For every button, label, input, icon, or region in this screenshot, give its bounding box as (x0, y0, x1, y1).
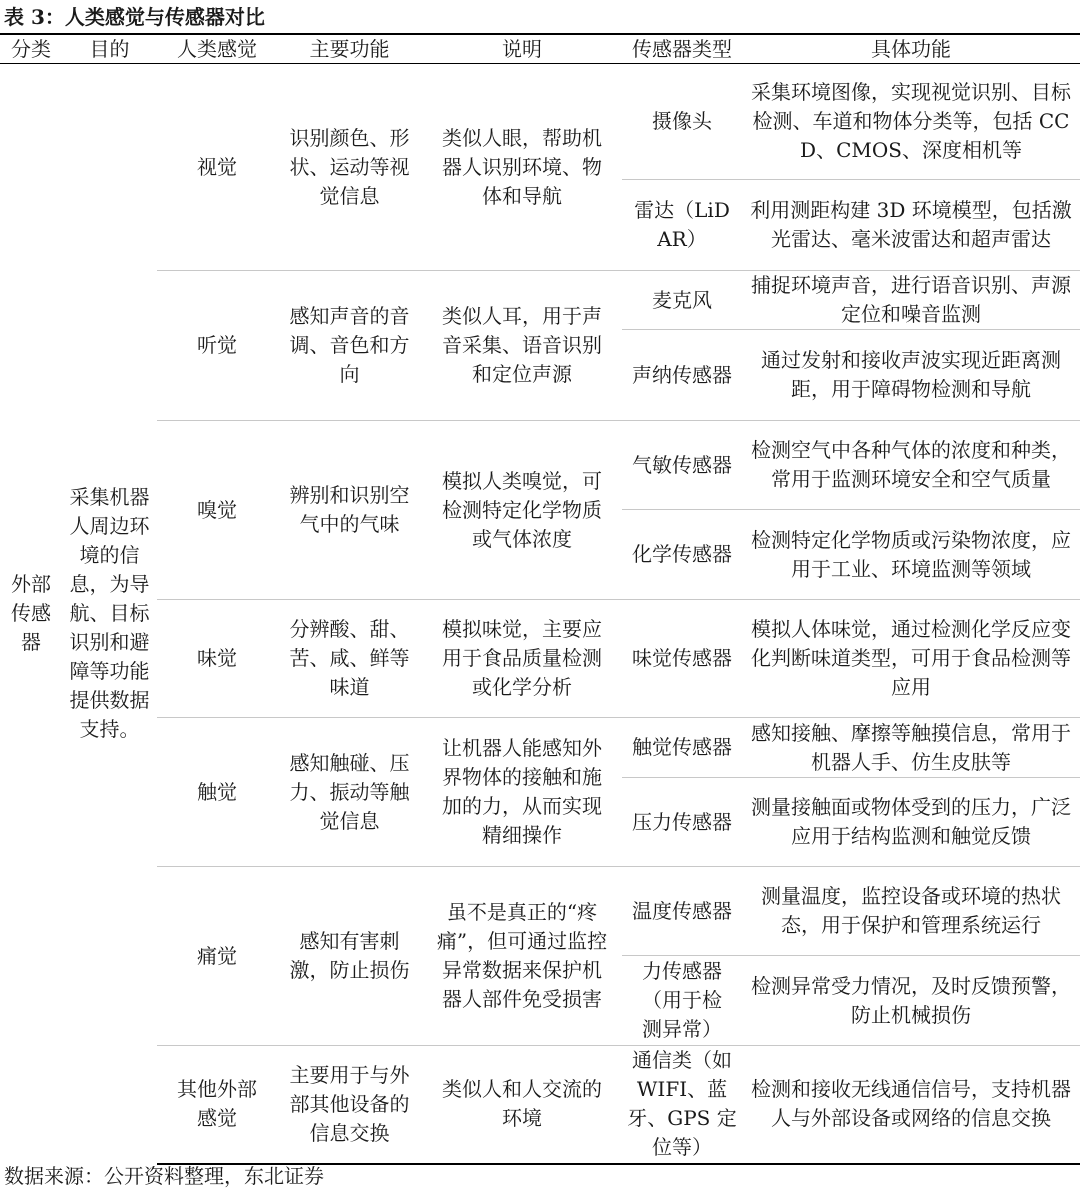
sensor-type-cell: 化学传感器 (622, 510, 742, 600)
sensor-function-cell: 检测空气中各种气体的浓度和种类，常用于监测环境安全和空气质量 (742, 421, 1080, 510)
description-cell: 类似人耳，用于声音采集、语音识别和定位声源 (422, 271, 622, 421)
purpose-cell: 采集机器人周边环境的信息，为导航、目标识别和避障等功能提供数据支持。 (69, 485, 150, 742)
table-row (0, 1046, 1080, 1164)
sensor-type-cell: 温度传感器 (622, 867, 742, 956)
sensor-function-cell: 检测和接收无线通信信号，支持机器人与外部设备或网络的信息交换 (742, 1046, 1080, 1164)
header-row (0, 34, 1080, 64)
sensor-function-cell: 检测特定化学物质或污染物浓度，应用于工业、环境监测等领域 (742, 510, 1080, 600)
main-function-cell: 感知有害刺激，防止损伤 (277, 867, 422, 1046)
description-cell: 类似人和人交流的环境 (422, 1046, 622, 1164)
sense-cell: 其他外部感觉 (157, 1046, 277, 1164)
table-row (0, 64, 1080, 180)
table-caption: 表 3：人类感觉与传感器对比 (4, 5, 265, 29)
table-row (0, 271, 1080, 330)
sensor-function-cell: 感知接触、摩擦等触摸信息，常用于机器人手、仿生皮肤等 (742, 718, 1080, 778)
sensor-function-cell: 检测异常受力情况，及时反馈预警，防止机械损伤 (742, 956, 1080, 1046)
category-cell: 外部传感器 (11, 572, 51, 655)
description-cell: 让机器人能感知外界物体的接触和施加的力，从而实现精细操作 (422, 718, 622, 867)
table-row (0, 600, 1080, 718)
main-function-cell: 主要用于与外部其他设备的信息交换 (277, 1046, 422, 1164)
sensor-type-cell: 声纳传感器 (622, 330, 742, 421)
header-sensor-type: 传感器类型 (622, 34, 742, 64)
sense-cell: 痛觉 (157, 867, 277, 1046)
sense-cell: 味觉 (157, 600, 277, 718)
sensor-function-cell: 测量温度，监控设备或环境的热状态，用于保护和管理系统运行 (742, 867, 1080, 956)
sensor-function-cell: 测量接触面或物体受到的压力，广泛应用于结构监测和触觉反馈 (742, 778, 1080, 867)
description-cell: 模拟味觉，主要应用于食品质量检测或化学分析 (422, 600, 622, 718)
sense-cell: 听觉 (157, 271, 277, 421)
sensor-type-cell: 摄像头 (622, 64, 742, 180)
header-human-sense: 人类感觉 (157, 34, 277, 64)
sensor-comparison-table (0, 33, 1080, 1165)
sense-cell: 视觉 (157, 64, 277, 271)
description-cell: 类似人眼，帮助机器人识别环境、物体和导航 (422, 64, 622, 271)
header-specific-function: 具体功能 (742, 34, 1080, 64)
sense-cell: 触觉 (157, 718, 277, 867)
header-main-function: 主要功能 (277, 34, 422, 64)
sensor-type-cell: 通信类（如 WIFI、蓝牙、GPS 定位等） (622, 1046, 742, 1164)
main-function-cell: 辨别和识别空气中的气味 (277, 421, 422, 600)
sensor-type-cell: 力传感器（用于检测异常） (622, 956, 742, 1046)
main-function-cell: 识别颜色、形状、运动等视觉信息 (277, 64, 422, 271)
sensor-function-cell: 模拟人体味觉，通过检测化学反应变化判断味道类型，可用于食品检测等应用 (742, 600, 1080, 718)
sensor-function-cell: 捕捉环境声音，进行语音识别、声源定位和噪音监测 (742, 271, 1080, 330)
sensor-type-cell: 压力传感器 (622, 778, 742, 867)
sensor-type-cell: 味觉传感器 (622, 600, 742, 718)
header-category: 分类 (0, 34, 62, 64)
sensor-function-cell: 利用测距构建 3D 环境模型，包括激光雷达、毫米波雷达和超声雷达 (742, 180, 1080, 271)
sensor-function-cell: 采集环境图像，实现视觉识别、目标检测、车道和物体分类等，包括 CCD、CMOS、深度相机等 (742, 64, 1080, 180)
table-row (0, 718, 1080, 778)
sensor-function-cell: 通过发射和接收声波实现近距离测距，用于障碍物检测和导航 (742, 330, 1080, 421)
table-row (0, 867, 1080, 956)
main-function-cell: 感知声音的音调、音色和方向 (277, 271, 422, 421)
header-description: 说明 (422, 34, 622, 64)
sense-cell: 嗅觉 (157, 421, 277, 600)
header-purpose: 目的 (62, 34, 157, 64)
main-function-cell: 感知触碰、压力、振动等触觉信息 (277, 718, 422, 867)
source-note: 数据来源：公开资料整理，东北证券 (4, 1164, 324, 1188)
description-cell: 模拟人类嗅觉，可检测特定化学物质或气体浓度 (422, 421, 622, 600)
table-row (0, 421, 1080, 510)
description-cell: 虽不是真正的“疼痛”，但可通过监控异常数据来保护机器人部件免受损害 (422, 867, 622, 1046)
sensor-type-cell: 气敏传感器 (622, 421, 742, 510)
main-function-cell: 分辨酸、甜、苦、咸、鲜等味道 (277, 600, 422, 718)
sensor-type-cell: 麦克风 (622, 271, 742, 330)
sensor-type-cell: 雷达（LiDAR） (622, 180, 742, 271)
sensor-type-cell: 触觉传感器 (622, 718, 742, 778)
